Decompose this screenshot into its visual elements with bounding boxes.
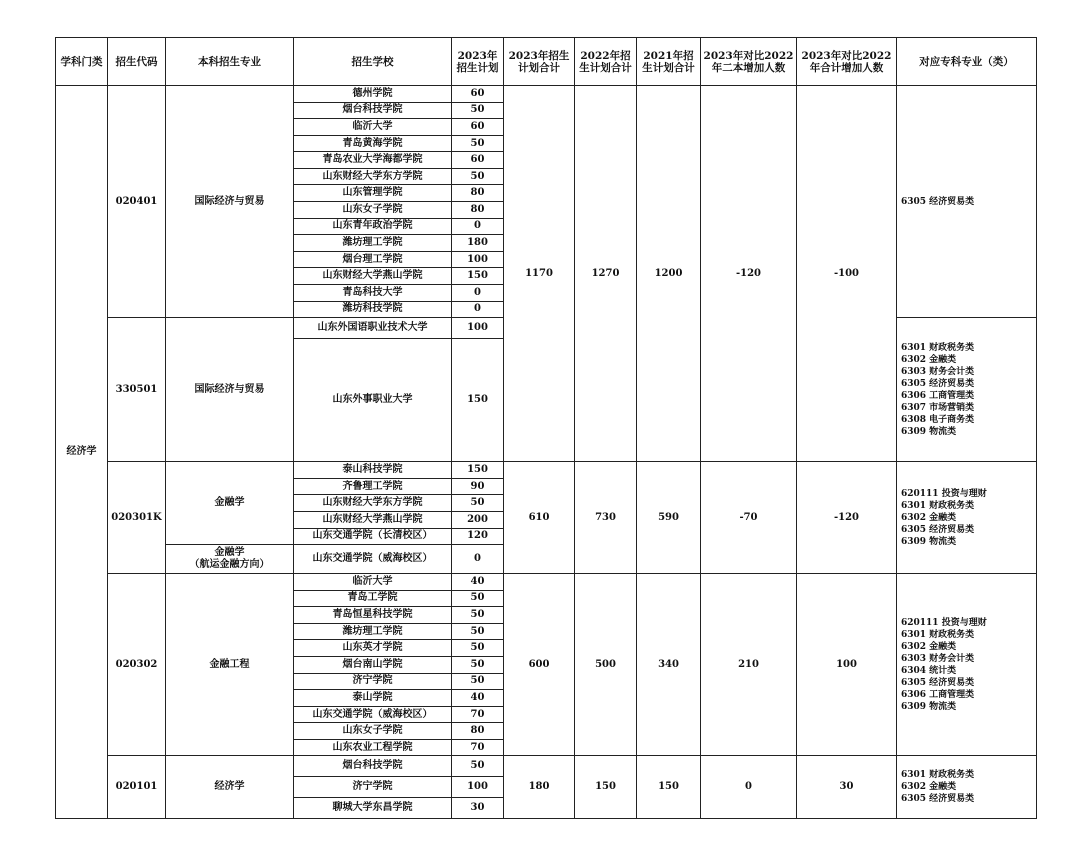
school-name: 青岛工学院 — [294, 590, 452, 607]
school-plan: 200 — [452, 511, 504, 528]
school-plan: 50 — [452, 102, 504, 119]
school-plan: 100 — [452, 251, 504, 268]
school-plan: 150 — [452, 338, 504, 461]
related-major-item: 6308 电子商务类 — [901, 414, 975, 425]
school-name: 青岛黄海学院 — [294, 135, 452, 152]
school-name: 山东交通学院（威海校区） — [294, 545, 452, 574]
school-name: 山东外事职业大学 — [294, 338, 452, 461]
diff-total-cell: 100 — [797, 574, 897, 756]
diff-total-cell: 30 — [797, 756, 897, 819]
related-major-item: 6301 财政税务类 — [901, 500, 975, 511]
major-cell: 金融工程 — [166, 574, 294, 756]
school-plan: 50 — [452, 590, 504, 607]
school-plan: 90 — [452, 478, 504, 495]
header-diff-total: 2023年对比2022年合计增加人数 — [797, 38, 897, 86]
school-plan: 50 — [452, 756, 504, 777]
school-name: 泰山学院 — [294, 690, 452, 707]
related-major-item: 6301 财政税务类 — [901, 629, 975, 640]
school-plan: 150 — [452, 462, 504, 479]
diff-total-cell: -100 — [797, 86, 897, 462]
school-plan: 70 — [452, 706, 504, 723]
related-majors-cell — [897, 86, 1037, 318]
header-code: 招生代码 — [108, 38, 166, 86]
total-2021-cell: 1200 — [637, 86, 701, 462]
school-plan: 0 — [452, 301, 504, 318]
related-major-item: 6305 经济贸易类 — [901, 794, 975, 805]
total-2021-cell: 150 — [637, 756, 701, 819]
related-major-item: 6303 财务会计类 — [901, 653, 975, 664]
table-row — [56, 574, 1037, 591]
school-plan: 30 — [452, 797, 504, 818]
related-major-item: 6307 市场营销类 — [901, 402, 975, 413]
school-plan: 50 — [452, 607, 504, 624]
diff-second-cell: 210 — [701, 574, 797, 756]
header-total-2022: 2022年招生计划合计 — [575, 38, 637, 86]
school-name: 山东外国语职业技术大学 — [294, 318, 452, 339]
total-2023-cell: 180 — [504, 756, 575, 819]
major-cell: 经济学 — [166, 756, 294, 819]
diff-second-cell: -70 — [701, 462, 797, 574]
major-cell — [166, 545, 294, 574]
related-major-item: 6302 金融类 — [901, 641, 957, 652]
school-plan: 70 — [452, 739, 504, 756]
header-row — [56, 38, 1037, 86]
school-plan: 80 — [452, 185, 504, 202]
header-total-2021: 2021年招生计划合计 — [637, 38, 701, 86]
related-major-item: 6302 金融类 — [901, 512, 957, 523]
school-plan: 50 — [452, 673, 504, 690]
total-2022-cell: 150 — [575, 756, 637, 819]
related-major-item: 6305 经济贸易类 — [901, 677, 975, 688]
related-major-item: 6305 经济贸易类 — [901, 378, 975, 389]
related-major-item: 6305 经济贸易类 — [901, 524, 975, 535]
school-name: 烟台理工学院 — [294, 251, 452, 268]
header-diff-second: 2023年对比2022年二本增加人数 — [701, 38, 797, 86]
school-plan: 50 — [452, 135, 504, 152]
school-name: 山东女子学院 — [294, 202, 452, 219]
total-2022-cell: 500 — [575, 574, 637, 756]
school-plan: 40 — [452, 574, 504, 591]
total-2022-cell: 730 — [575, 462, 637, 574]
code-cell: 020101 — [108, 756, 166, 819]
school-name: 潍坊理工学院 — [294, 235, 452, 252]
related-major-item: 6303 财务会计类 — [901, 366, 975, 377]
school-plan: 0 — [452, 284, 504, 301]
major-cell: 国际经济与贸易 — [166, 86, 294, 318]
major-cell — [166, 462, 294, 545]
school-plan: 100 — [452, 777, 504, 798]
related-major-item: 6305 经济贸易类 — [901, 196, 975, 207]
school-name: 烟台南山学院 — [294, 657, 452, 674]
school-plan: 180 — [452, 235, 504, 252]
header-major: 本科招生专业 — [166, 38, 294, 86]
school-name: 山东交通学院（长清校区） — [294, 528, 452, 545]
header-school: 招生学校 — [294, 38, 452, 86]
school-plan: 60 — [452, 119, 504, 136]
related-major-item: 6304 统计类 — [901, 665, 957, 676]
school-name: 烟台科技学院 — [294, 756, 452, 777]
school-name: 青岛农业大学海都学院 — [294, 152, 452, 169]
related-major-item: 6309 物流类 — [901, 536, 957, 547]
diff-total-cell: -120 — [797, 462, 897, 574]
related-major-item: 6301 财政税务类 — [901, 342, 975, 353]
total-2023-cell: 1170 — [504, 86, 575, 462]
header-category: 学科门类 — [56, 38, 108, 86]
total-2022-cell: 1270 — [575, 86, 637, 462]
related-major-item: 6302 金融类 — [901, 782, 957, 793]
school-plan: 40 — [452, 690, 504, 707]
school-name: 潍坊理工学院 — [294, 623, 452, 640]
table-row — [56, 462, 1037, 479]
school-plan: 0 — [452, 218, 504, 235]
code-cell: 020302 — [108, 574, 166, 756]
code-cell: 020301K — [108, 462, 166, 574]
related-majors-cell — [897, 756, 1037, 819]
school-name: 济宁学院 — [294, 673, 452, 690]
total-2023-cell: 600 — [504, 574, 575, 756]
school-plan: 0 — [452, 545, 504, 574]
school-plan: 80 — [452, 723, 504, 740]
diff-second-cell: -120 — [701, 86, 797, 462]
enrollment-plan-table — [55, 37, 1037, 819]
school-name: 临沂大学 — [294, 574, 452, 591]
total-2021-cell: 340 — [637, 574, 701, 756]
school-name: 齐鲁理工学院 — [294, 478, 452, 495]
school-plan: 120 — [452, 528, 504, 545]
school-name: 山东英才学院 — [294, 640, 452, 657]
major-name: 金融学 — [214, 547, 245, 559]
school-name: 潍坊科技学院 — [294, 301, 452, 318]
school-plan: 60 — [452, 152, 504, 169]
total-2023-cell: 610 — [504, 462, 575, 574]
related-major-item: 620111 投资与理财 — [901, 488, 987, 499]
school-name: 山东财经大学燕山学院 — [294, 511, 452, 528]
school-plan: 150 — [452, 268, 504, 285]
header-total-2023: 2023年招生计划合计 — [504, 38, 575, 86]
school-name: 青岛恒星科技学院 — [294, 607, 452, 624]
school-name: 山东财经大学燕山学院 — [294, 268, 452, 285]
related-major-item: 6301 财政税务类 — [901, 770, 975, 781]
school-name: 山东财经大学东方学院 — [294, 168, 452, 185]
header-related: 对应专科专业（类） — [897, 38, 1037, 86]
school-name: 临沂大学 — [294, 119, 452, 136]
table-row — [56, 756, 1037, 777]
related-major-item: 6302 金融类 — [901, 354, 957, 365]
major-name: 金融学 — [214, 497, 245, 509]
major-cell: 国际经济与贸易 — [166, 318, 294, 462]
school-plan: 50 — [452, 640, 504, 657]
code-cell: 020401 — [108, 86, 166, 318]
related-major-item: 620111 投资与理财 — [901, 617, 987, 628]
related-majors-cell — [897, 574, 1037, 756]
related-major-item: 6309 物流类 — [901, 426, 957, 437]
school-name: 泰山科技学院 — [294, 462, 452, 479]
school-plan: 80 — [452, 202, 504, 219]
total-2021-cell: 590 — [637, 462, 701, 574]
code-cell: 330501 — [108, 318, 166, 462]
school-plan: 60 — [452, 86, 504, 103]
related-majors-cell — [897, 318, 1037, 462]
diff-second-cell: 0 — [701, 756, 797, 819]
related-major-item: 6306 工商管理类 — [901, 390, 975, 401]
table-row — [56, 86, 1037, 103]
school-name: 山东女子学院 — [294, 723, 452, 740]
school-plan: 100 — [452, 318, 504, 339]
related-major-item: 6309 物流类 — [901, 701, 957, 712]
school-name: 山东农业工程学院 — [294, 739, 452, 756]
school-plan: 50 — [452, 623, 504, 640]
school-plan: 50 — [452, 495, 504, 512]
school-plan: 50 — [452, 657, 504, 674]
header-plan-2023: 2023年招生计划 — [452, 38, 504, 86]
related-majors-cell — [897, 462, 1037, 574]
school-name: 山东管理学院 — [294, 185, 452, 202]
school-name: 山东青年政治学院 — [294, 218, 452, 235]
school-name: 德州学院 — [294, 86, 452, 103]
school-name: 聊城大学东昌学院 — [294, 797, 452, 818]
school-plan: 50 — [452, 168, 504, 185]
school-name: 青岛科技大学 — [294, 284, 452, 301]
school-name: 济宁学院 — [294, 777, 452, 798]
category-cell: 经济学 — [56, 86, 108, 819]
related-major-item: 6306 工商管理类 — [901, 689, 975, 700]
school-name: 烟台科技学院 — [294, 102, 452, 119]
school-name: 山东财经大学东方学院 — [294, 495, 452, 512]
major-direction: （航运金融方向） — [189, 559, 270, 571]
school-name: 山东交通学院（威海校区） — [294, 706, 452, 723]
